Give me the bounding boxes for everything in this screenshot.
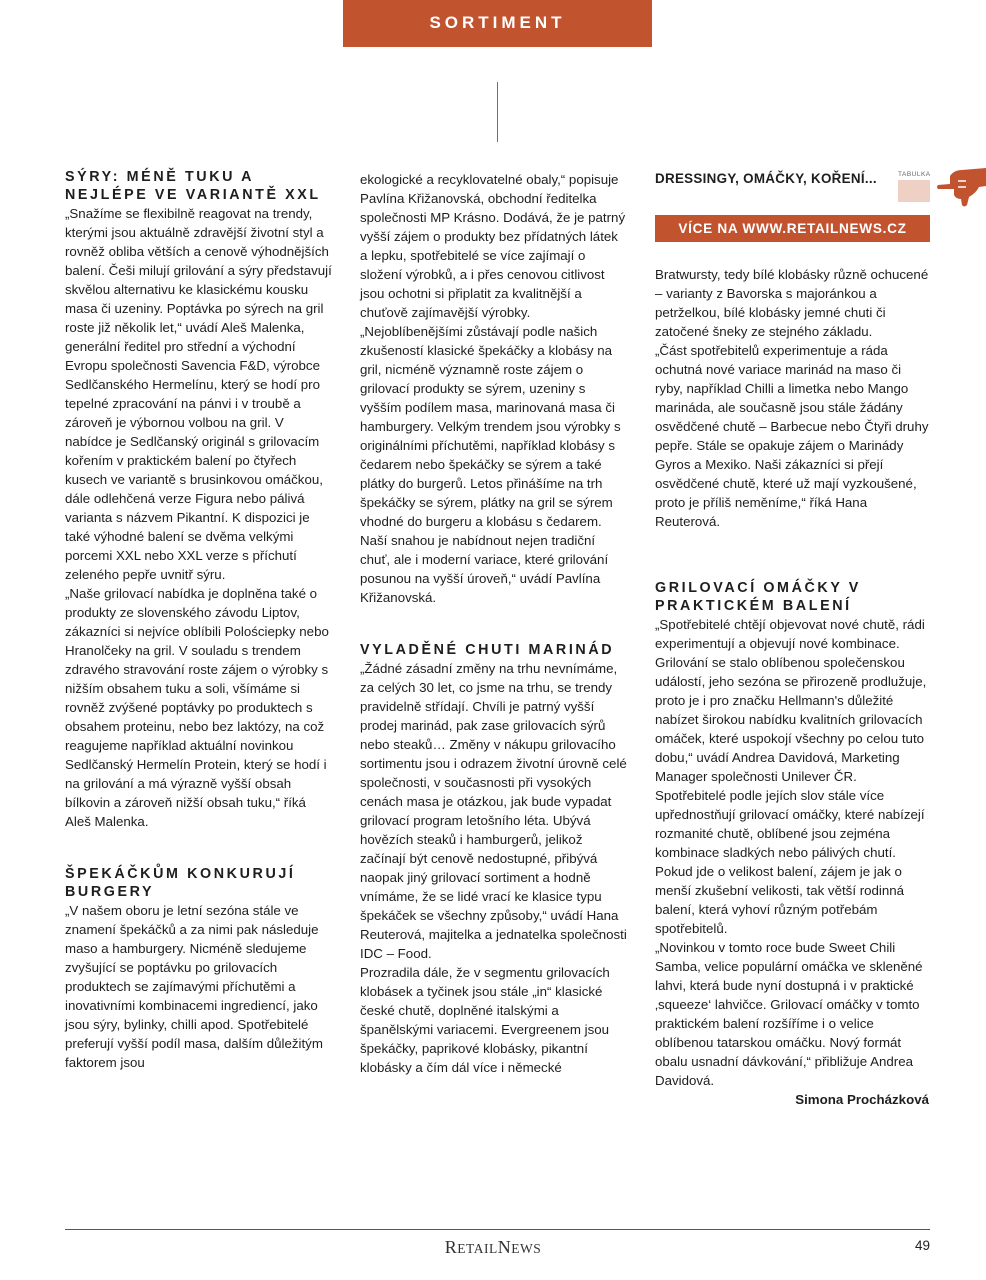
heading-grilovaci-omacky: GRILOVACÍ OMÁČKY V PRAKTICKÉM BALENÍ bbox=[655, 580, 861, 614]
paragraph: Prozradila dále, že v segmentu grilovacích klobásek a tyčinek jsou stále „in“ klasické české chutě, doplněné italskými a španělskými variacemi. Evergreenem jsou špekáčky, paprikové klobásky, pikantní klobásky a čím dál více i německé bbox=[360, 965, 610, 1075]
table-badge bbox=[898, 180, 930, 202]
brand-initial: R bbox=[444, 1237, 458, 1257]
column-1 bbox=[65, 168, 333, 1072]
brand-logo bbox=[0, 1237, 986, 1258]
paragraph: „Snažíme se flexibilně reagovat na trendy, kterými jsou aktuálně zdravější životní styl a rovněž obliba větších a cenově výhodnějších balení. Češi milují grilování a sýry představují skvělou alternativu ke klasickému kousku masa či uzeniny. Poptávka po sýrech na gril roste již několik let,“ uvádí Aleš Malenka, generální ředitel pro střední a východní Evropu společnosti Savencia F&D, výrobce Sedlčanského Hermelínu, který se hodí pro tepelné zpracování na pánvi i v troubě a zároveň je výbornou volbou na gril. V nabídce je Sedlčanský originál s grilovacím kořením v praktickém balení po čtyřech kusech ve variantě s brusinkovou omáčkou, dále odlehčená verze Figura nebo pálivá varianta s názvem Pikantní. K dispozici je také výhodné balení se dvěma velkými porcemi XXL nebo XXL verze s příchutí zeleného pepře uvnitř sýru. bbox=[65, 206, 332, 582]
paragraph: „Spotřebitelé chtějí objevovat nové chutě, rádi experimentují a objevují nové kombinace. Grilování se stalo oblíbenou společenskou událostí, jeho sezóna se přirozeně prodlužuje, proto je i pro značku Hellmann's důležité nabízet širokou nabídku kvalitních grilovacích omáček, které uspokojí všechny po celou tuto dobu,“ uvádí Andrea Davidová, Marketing Manager společnosti Unilever ČR. Spotřebitelé podle jejích slov stále více upřednostňují grilovací omáčky, které nabízejí rozmanité chutě, oblíbené jsou zejména kombinace sladkých nebo pálivých chutí. Pokud jde o velikost balení, zájem je jak o menší zkušební velikosti, tak větší rodinná balení, která vyhoví různým potřebám spotřebitelů. bbox=[655, 617, 927, 936]
column-3 bbox=[655, 265, 929, 1109]
brand-initial: N bbox=[497, 1237, 512, 1257]
paragraph: „Nejoblíbenějšími zůstávají podle našich zkušeností klasické špekáčky a klobásy na gril, nicméně významně roste zájem o grilovací produkty se sýrem, uzeniny s vyšším podílem masa, marinovaná masa či hamburgery. Velkým trendem jsou výrobky s originálními příchutěmi, například klobásy s čedarem nebo špekáčky se sýrem a také plátky do burgerů. Letos přinášíme na trh špekáčky se sýrem, plátky na gril se sýrem vhodné do burgeru a klobásu s čedarem. Naší snahou je nabídnout nejen tradiční chuť, ale i moderní variace, které grilování posunou na vyšší úroveň,“ uvádí Pavlína Křižanovská. bbox=[360, 324, 621, 605]
column-2 bbox=[360, 170, 628, 1077]
paragraph: „Novinkou v tomto roce bude Sweet Chili Samba, velice populární omáčka ve skleněné lahvi, která bude nyní dostupná i v praktické ‚squeeze‘ lahvičce. Grilovací omáčky v tomto praktickém balení rozšíříme i o velice oblíbenou tatarskou omáčku. Nový formát obalu usnadní dávkování,“ přibližuje Andrea Davidová. bbox=[655, 940, 923, 1088]
heading-marinady: VYLADĚNÉ CHUTI MARINÁD bbox=[360, 642, 615, 658]
paragraph: „V našem oboru je letní sezóna stále ve znamení špekáčků a za nimi pak následuje maso a hamburgery. Nicméně sledujeme zvyšující se poptávku po grilovacích produktech se zajímavými příchutěmi a inovativními kombinacemi ingrediencí, jako jsou sýry, bylinky, chilli apod. Spotřebitelé preferují vyšší podíl masa, dalším důležitým faktorem jsou bbox=[65, 903, 323, 1070]
brand-rest: EWS bbox=[511, 1241, 542, 1256]
divider-line bbox=[497, 82, 498, 142]
paragraph: ekologické a recyklovatelné obaly,“ popisuje Pavlína Křižanovská, obchodní ředitelka společnosti MP Krásno. Dodává, že je patrný vyšší zájem o produkty bez přídatných látek a lepku, spotřebitelé se více zajímají o složení výrobků, a i přes cenovou citlivost jsou ochotni si připlatit za kvalitnější a chuťově zajímavější výrobky. bbox=[360, 172, 626, 320]
more-link[interactable]: VÍCE NA WWW.RETAILNEWS.CZ bbox=[655, 215, 930, 242]
paragraph: „Naše grilovací nabídka je doplněna také o produkty ze slovenského závodu Liptov, zákazníci si nejvíce oblíbili Polościepky nebo Hranolčeky na gril. V souladu s trendem zdravého stravování roste zájem o výrobky s nižším obsahem tuku a soli, všímáme si rovněž zvýšené poptávky po produktech s obsahem proteinu, nebo bez laktózy, na což reagujeme například aktuální novinkou Sedlčanský Hermelín Protein, který se hodí i na grilování a má výrazně vyšší obsah bílkovin a zároveň nižší obsah tuku,“ říká Aleš Malenka. bbox=[65, 586, 329, 829]
brand-rest: ETAIL bbox=[457, 1241, 498, 1256]
sidebar-title: DRESSINGY, OMÁČKY, KOŘENÍ... bbox=[655, 171, 877, 186]
pointing-hand-icon bbox=[936, 162, 986, 208]
table-label: TABULKA bbox=[898, 171, 931, 178]
heading-syry: SÝRY: MÉNĚ TUKU A NEJLÉPE VE VARIANTĚ XXL bbox=[65, 169, 321, 203]
paragraph: „Část spotřebitelů experimentuje a ráda ochutná nové variace marinád na maso či ryby, například Chilli a limetka nebo Mango marináda, ale současně jsou stále žádány osvědčené chutě – Barbecue nebo Čtyři druhy pepře. Stále se opakuje zájem o Marinády Gyros a Mexiko. Naši zákazníci si přejí osvědčené chutě, které už mají vyzkoušené, proto je příliš neměníme,“ říká Hana Reuterová. bbox=[655, 343, 929, 529]
heading-spekackum: ŠPEKÁČKŮM KONKURUJÍ BURGERY bbox=[65, 866, 296, 900]
page-number: 49 bbox=[914, 1238, 930, 1253]
author-signature: Simona Procházková bbox=[795, 1092, 929, 1107]
paragraph: Bratwursty, tedy bílé klobásky různě ochucené – varianty z Bavorska s majoránkou a petrželkou, bílé klobásky jemné chuti či zatočené šneky ze stejného základu. bbox=[655, 267, 929, 339]
paragraph: „Žádné zásadní změny na trhu nevnímáme, za celých 30 let, co jsme na trhu, se trendy pravidelně střídají. Chvíli je patrný vyšší prodej marinád, pak zase grilovacích sýrů nebo steaků… Změny v nákupu grilovacího sortimentu jsou i odrazem životní úrovně celé společnosti, v současnosti při vysokých cenách masa je otázkou, jak bude vypadat grilovací program letošního léta. Ubývá hovězích steaků i hamburgerů, jelikož začínají být cenově nedostupné, přibývá naopak jiný grilovací sortiment a hodně vnímáme, že se lidé vrací ke klasice typu špekáček se všechny způsoby,“ uvádí Hana Reuterová, majitelka a jednatelka společnosti IDC – Food. bbox=[360, 661, 627, 961]
section-banner: SORTIMENT bbox=[343, 0, 652, 47]
footer-rule bbox=[65, 1229, 930, 1230]
